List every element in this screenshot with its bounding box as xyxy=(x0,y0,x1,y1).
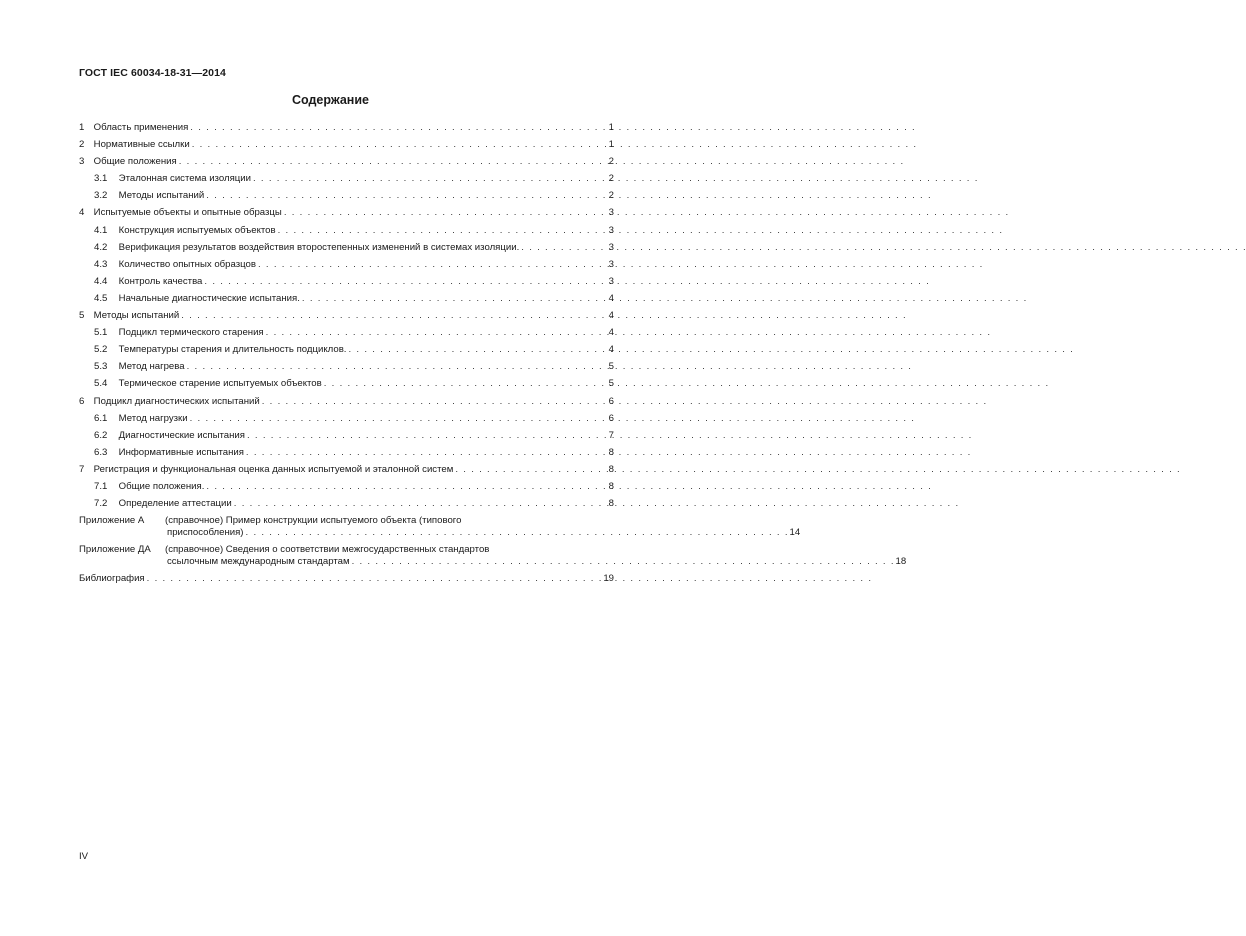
toc-entry[interactable] xyxy=(79,122,614,134)
toc-entry[interactable] xyxy=(79,173,614,185)
toc-entry-number: 6.3 xyxy=(94,446,108,458)
toc-entry-number: 3.2 xyxy=(94,190,108,202)
toc-leader-dots xyxy=(204,276,606,288)
toc-entry[interactable] xyxy=(79,430,614,442)
appendix-title-line2-row xyxy=(165,556,906,568)
toc-leader-dots xyxy=(190,122,606,134)
toc-entry-text xyxy=(94,259,256,271)
toc-entry-page: 2 xyxy=(608,190,614,202)
toc-entry-number: 6 xyxy=(79,395,85,407)
toc-entry-page: 8 xyxy=(608,498,614,510)
toc-entry-text xyxy=(94,344,346,356)
toc-leader-dots xyxy=(258,259,607,271)
toc-entry-page: 1 xyxy=(608,122,614,133)
toc-leader-dots xyxy=(521,242,606,254)
toc-entry-title: Верификация результатов воздействия второстепенных изменений в системах изоляции. xyxy=(118,241,520,253)
toc-entry-text xyxy=(94,242,519,254)
toc-entry-page: 3 xyxy=(608,207,614,219)
appendix-label: Приложение ДА xyxy=(79,544,151,556)
toc-entry-title: Подцикл диагностических испытаний xyxy=(93,395,260,407)
page-number: IV xyxy=(79,851,89,862)
toc-entry-number: 7.2 xyxy=(94,498,108,510)
appendix-title-line1: (справочное) Пример конструкции испытуемого объекта (типового xyxy=(165,515,462,527)
toc-leader-dots xyxy=(179,156,607,168)
toc-entries xyxy=(79,122,614,510)
toc-entry-number: 4.5 xyxy=(94,292,108,304)
toc-leader-dots xyxy=(246,527,788,539)
toc-entry[interactable] xyxy=(79,207,614,219)
toc-entry-title: Метод нагрузки xyxy=(118,412,188,424)
toc-entry-title: Конструкция испытуемых объектов xyxy=(118,224,276,236)
toc-entry-title: Общие положения. xyxy=(118,480,205,492)
toc-entry-text xyxy=(79,207,282,219)
toc-entry-title: Контроль качества xyxy=(118,275,203,287)
toc-entry-number: 4 xyxy=(79,207,85,219)
toc-entry-text xyxy=(79,464,453,476)
toc-entry[interactable] xyxy=(79,190,614,202)
toc-entry-text xyxy=(94,498,232,510)
toc-entry-page: 4 xyxy=(608,292,614,304)
toc-entry-bibliography[interactable] xyxy=(79,573,614,585)
table-of-contents xyxy=(79,122,907,590)
toc-entry[interactable] xyxy=(79,464,614,476)
toc-leader-dots xyxy=(266,327,607,339)
toc-leader-dots xyxy=(348,344,606,356)
toc-entry-page: 8 xyxy=(608,463,614,475)
toc-entry-text xyxy=(94,413,188,425)
appendix-body xyxy=(165,544,906,568)
toc-entry-page: 8 xyxy=(608,446,614,458)
toc-entry-title: Количество опытных образцов xyxy=(118,258,256,270)
toc-entry-number: 3 xyxy=(79,156,85,168)
toc-entry-title: Эталонная система изоляции xyxy=(118,173,251,185)
toc-entry[interactable] xyxy=(79,447,614,459)
toc-entry-number: 5.1 xyxy=(94,327,108,339)
toc-entry-page: 14 xyxy=(789,527,801,539)
toc-entry-title: Испытуемые объекты и опытные образцы xyxy=(93,207,282,219)
toc-entry[interactable] xyxy=(79,361,614,373)
toc-entry-text xyxy=(94,378,322,390)
toc-entry-page: 19 xyxy=(603,573,614,585)
document-header: ГОСТ IEC 60034-18-31—2014 xyxy=(79,67,226,79)
toc-leader-dots xyxy=(247,430,607,442)
toc-entry-page: 18 xyxy=(895,556,907,568)
toc-entry-text xyxy=(94,225,276,237)
toc-entry-title: Информативные испытания xyxy=(118,446,244,458)
toc-leader-dots xyxy=(324,378,607,390)
toc-entry-page: 2 xyxy=(608,156,614,168)
appendix-title-line2: ссылочным международным стандартам xyxy=(167,556,350,568)
toc-entry[interactable] xyxy=(79,481,614,493)
toc-entry-text xyxy=(79,396,260,408)
toc-entry[interactable] xyxy=(79,378,614,390)
toc-entry-number: 3.1 xyxy=(94,173,108,185)
toc-entry-title: Область применения xyxy=(93,122,189,133)
toc-entry[interactable] xyxy=(79,344,614,356)
toc-entry-number: 4.2 xyxy=(94,241,108,253)
toc-entry-text xyxy=(94,361,185,373)
toc-leader-dots xyxy=(190,413,607,425)
toc-entry-number: 4.3 xyxy=(94,258,108,270)
toc-entry-page: 3 xyxy=(608,224,614,236)
toc-entry[interactable] xyxy=(79,259,614,271)
toc-entry-appendix[interactable] xyxy=(79,515,801,539)
toc-leader-dots xyxy=(234,498,607,510)
toc-entry-number: 4.4 xyxy=(94,275,108,287)
toc-entry-page: 5 xyxy=(608,361,614,373)
toc-leader-dots xyxy=(302,293,607,305)
toc-entry-title: Подцикл термического старения xyxy=(118,327,264,339)
toc-entry-text xyxy=(94,327,264,339)
toc-leader-dots xyxy=(206,481,606,493)
toc-entry[interactable] xyxy=(79,156,614,168)
toc-entry-page: 4 xyxy=(608,344,614,356)
appendix-title-line2: приспособления) xyxy=(167,527,244,539)
toc-entry-page: 3 xyxy=(608,241,614,253)
toc-leader-dots xyxy=(206,190,606,202)
toc-entry-page: 3 xyxy=(608,258,614,270)
toc-entry-text xyxy=(94,173,251,185)
toc-entry-text xyxy=(79,122,188,134)
toc-entry-text: Библиография xyxy=(79,573,145,585)
toc-entry-page: 7 xyxy=(608,429,614,441)
appendix-body xyxy=(165,515,800,539)
toc-entry-title: Метод нагрева xyxy=(118,361,185,373)
toc-entry-title: Методы испытаний xyxy=(93,310,180,322)
appendix-entries xyxy=(79,515,907,568)
toc-entry[interactable] xyxy=(79,293,614,305)
toc-entry-text xyxy=(94,276,202,288)
toc-entry[interactable] xyxy=(79,276,614,288)
toc-entry-page: 4 xyxy=(608,310,614,322)
toc-entry-number: 2 xyxy=(79,139,85,151)
toc-entry-title: Термическое старение испытуемых объектов xyxy=(118,378,322,390)
toc-entry-text xyxy=(94,430,245,442)
toc-entry[interactable] xyxy=(79,498,614,510)
toc-entry-number: 4.1 xyxy=(94,224,108,236)
toc-entry-page: 6 xyxy=(608,395,614,407)
toc-entry-title: Диагностические испытания xyxy=(118,429,245,441)
toc-leader-dots xyxy=(352,556,894,568)
toc-entry-text xyxy=(79,310,179,322)
toc-leader-dots xyxy=(253,173,607,185)
toc-leader-dots xyxy=(181,310,606,322)
toc-entry-page: 5 xyxy=(608,378,614,390)
toc-entry[interactable] xyxy=(79,310,614,322)
toc-leader-dots xyxy=(284,207,607,219)
toc-leader-dots xyxy=(187,361,607,373)
toc-entry[interactable] xyxy=(79,396,614,408)
toc-entry-number: 5 xyxy=(79,310,85,322)
toc-entry-title: Регистрация и функциональная оценка данных испытуемой и эталонной систем xyxy=(93,463,454,475)
toc-entry-text xyxy=(94,293,300,305)
toc-entry-title: Определение аттестации xyxy=(118,498,232,510)
toc-leader-dots xyxy=(192,139,607,151)
toc-entry-text xyxy=(79,156,177,168)
toc-entry-text xyxy=(94,190,204,202)
toc-leader-dots xyxy=(455,464,606,476)
toc-entry-text xyxy=(79,139,190,151)
toc-entry-number: 5.3 xyxy=(94,361,108,373)
toc-entry-title: Начальные диагностические испытания. xyxy=(118,292,300,304)
toc-entry-title: Общие положения xyxy=(93,156,177,168)
toc-entry-title: Методы испытаний xyxy=(118,190,205,202)
toc-leader-dots xyxy=(246,447,607,459)
toc-entry-appendix[interactable] xyxy=(79,544,907,568)
toc-entry-number: 5.2 xyxy=(94,344,108,356)
toc-entry-page: 8 xyxy=(608,480,614,492)
toc-entry[interactable] xyxy=(79,225,614,237)
toc-entry[interactable] xyxy=(79,242,614,254)
toc-entry-page: 4 xyxy=(608,327,614,339)
appendix-title-line1: (справочное) Сведения о соответствии межгосударственных стандартов xyxy=(165,544,490,556)
toc-entry-number: 7.1 xyxy=(94,480,108,492)
toc-entry-number: 5.4 xyxy=(94,378,108,390)
appendix-label: Приложение А xyxy=(79,515,145,527)
toc-leader-dots xyxy=(262,396,607,408)
toc-entry-number: 6.1 xyxy=(94,412,108,424)
toc-leader-dots xyxy=(147,573,602,585)
toc-entry[interactable] xyxy=(79,413,614,425)
toc-entry-page: 2 xyxy=(608,173,614,185)
toc-entry-title: Температуры старения и длительность подциклов. xyxy=(118,344,347,356)
toc-entry-number: 1 xyxy=(79,122,85,133)
toc-entry-page: 6 xyxy=(608,412,614,424)
toc-entry-page: 3 xyxy=(608,275,614,287)
toc-entry[interactable] xyxy=(79,327,614,339)
toc-entry-page: 1 xyxy=(608,139,614,151)
toc-entry-number: 6.2 xyxy=(94,429,108,441)
toc-title: Содержание xyxy=(291,93,369,107)
toc-leader-dots xyxy=(278,225,607,237)
toc-entry[interactable] xyxy=(79,139,614,151)
appendix-title-line2-row xyxy=(165,527,800,539)
toc-entry-text xyxy=(94,447,244,459)
toc-entry-title: Нормативные ссылки xyxy=(93,139,190,151)
toc-entry-number: 7 xyxy=(79,463,85,475)
toc-entry-text xyxy=(94,481,204,493)
